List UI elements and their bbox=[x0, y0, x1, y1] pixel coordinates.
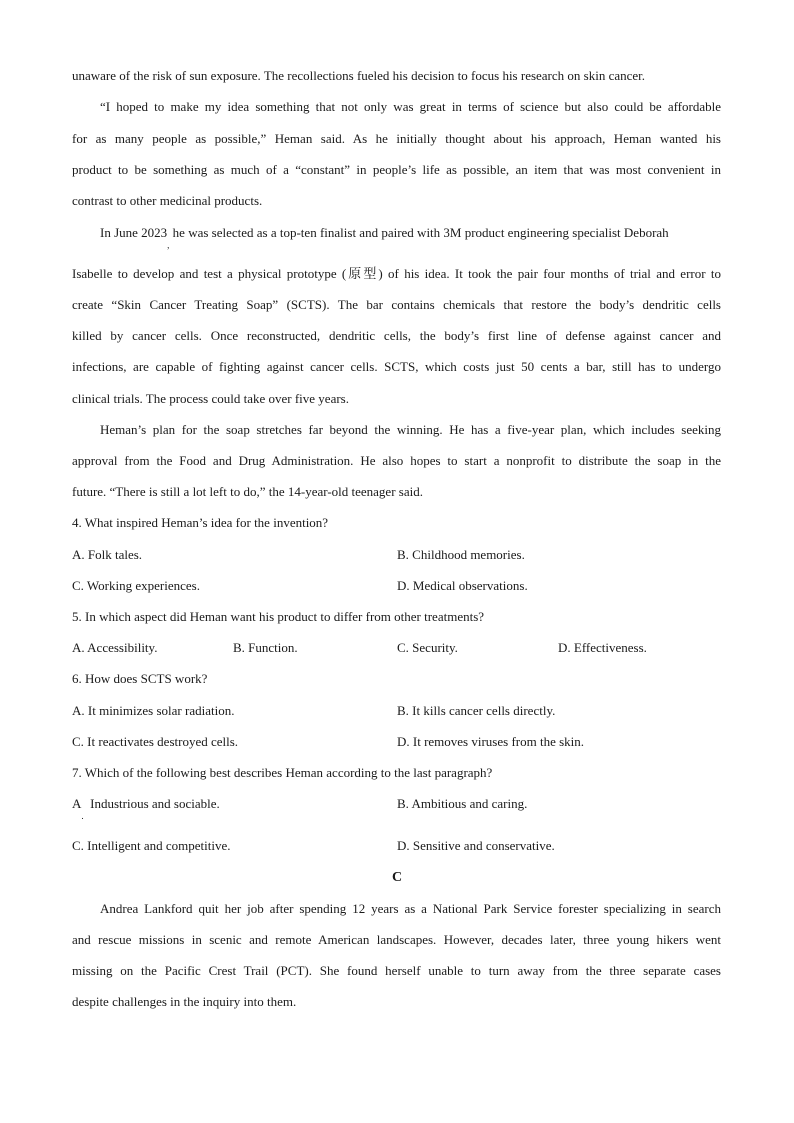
option-a-letter: A bbox=[72, 796, 82, 811]
option-a[interactable]: A. Accessibility. bbox=[72, 640, 158, 655]
option-a-text: Industrious and sociable. bbox=[83, 796, 220, 811]
option-d[interactable]: D. It removes viruses from the skin. bbox=[397, 734, 585, 749]
passage-line: Andrea Lankford quit her job after spending 12 years as a National Park Service forester specializing in search bbox=[100, 901, 721, 916]
june-start: In June 2023 bbox=[100, 225, 168, 240]
passage-line: Isabelle to develop and test a physical prototype (原型) of his idea. It took the pair four months of trial and error to bbox=[72, 266, 721, 281]
option-c[interactable]: C. Intelligent and competitive. bbox=[72, 838, 231, 853]
question-stem: 5. In which aspect did Heman want his product to differ from other treatments? bbox=[72, 609, 485, 624]
passage-line: future. “There is still a lot left to do,” the 14-year-old teenager said. bbox=[72, 484, 423, 499]
option-d[interactable]: D. Sensitive and conservative. bbox=[397, 838, 555, 853]
option-b[interactable]: B. Function. bbox=[233, 640, 298, 655]
option-b[interactable]: B. Ambitious and caring. bbox=[397, 796, 528, 811]
passage-line: for as many people as possible,” Heman said. As he initially thought about his approach, Heman wanted his bbox=[72, 131, 721, 146]
question-stem: 7. Which of the following best describes Heman according to the last paragraph? bbox=[72, 765, 493, 780]
passage-line: create “Skin Cancer Treating Soap” (SCTS). The bar contains chemicals that restore the body’s dendritic cells bbox=[72, 297, 721, 312]
stray-dot: . bbox=[81, 811, 84, 821]
option-d[interactable]: D. Medical observations. bbox=[397, 578, 528, 593]
passage-line: approval from the Food and Drug Administration. He also hopes to start a nonprofit to distribute the soap in the bbox=[72, 453, 721, 468]
option-d[interactable]: D. Effectiveness. bbox=[558, 640, 647, 655]
stray-comma: , bbox=[167, 240, 170, 250]
question-stem: 4. What inspired Heman’s idea for the invention? bbox=[72, 515, 329, 530]
passage-line: missing on the Pacific Crest Trail (PCT). She found herself unable to turn away from the three separate cases bbox=[72, 963, 721, 978]
passage-line-june bbox=[100, 223, 721, 251]
option-c[interactable]: C. It reactivates destroyed cells. bbox=[72, 734, 239, 749]
passage-line: and rescue missions in scenic and remote American landscapes. However, decades later, three young hikers went bbox=[72, 932, 721, 947]
option-c[interactable]: C. Security. bbox=[397, 640, 458, 655]
passage-line: despite challenges in the inquiry into them. bbox=[72, 994, 297, 1009]
option-b[interactable]: B. It kills cancer cells directly. bbox=[397, 703, 556, 718]
passage-line: killed by cancer cells. Once reconstructed, dendritic cells, the body’s first line of defense against cancer and bbox=[72, 328, 721, 343]
option-a[interactable]: A. It minimizes solar radiation. bbox=[72, 703, 235, 718]
passage-line: contrast to other medicinal products. bbox=[72, 193, 263, 208]
passage-line: “I hoped to make my idea something that not only was great in terms of science but also could be affordable bbox=[100, 99, 721, 114]
passage-line: clinical trials. The process could take over five years. bbox=[72, 391, 349, 406]
passage-line: Heman’s plan for the soap stretches far beyond the winning. He has a five-year plan, which includes seeking bbox=[100, 422, 721, 437]
passage-line: infections, are capable of fighting against cancer cells. SCTS, which costs just 50 cents a bar, still has to undergo bbox=[72, 359, 721, 374]
option-c[interactable]: C. Working experiences. bbox=[72, 578, 200, 593]
option-b[interactable]: B. Childhood memories. bbox=[397, 547, 525, 562]
question-stem: 6. How does SCTS work? bbox=[72, 671, 208, 686]
option-a[interactable]: A. Folk tales. bbox=[72, 547, 143, 562]
passage-line: product to be something as much of a “constant” in people’s life as possible, an item that was most convenient in bbox=[72, 162, 721, 177]
passage-line: unaware of the risk of sun exposure. The recollections fueled his decision to focus his research on skin cancer. bbox=[72, 68, 646, 83]
section-heading: C bbox=[391, 870, 403, 885]
option-a[interactable] bbox=[72, 794, 220, 822]
june-rest: he was selected as a top-ten finalist and paired with 3M product engineering specialist Deborah bbox=[169, 225, 669, 240]
